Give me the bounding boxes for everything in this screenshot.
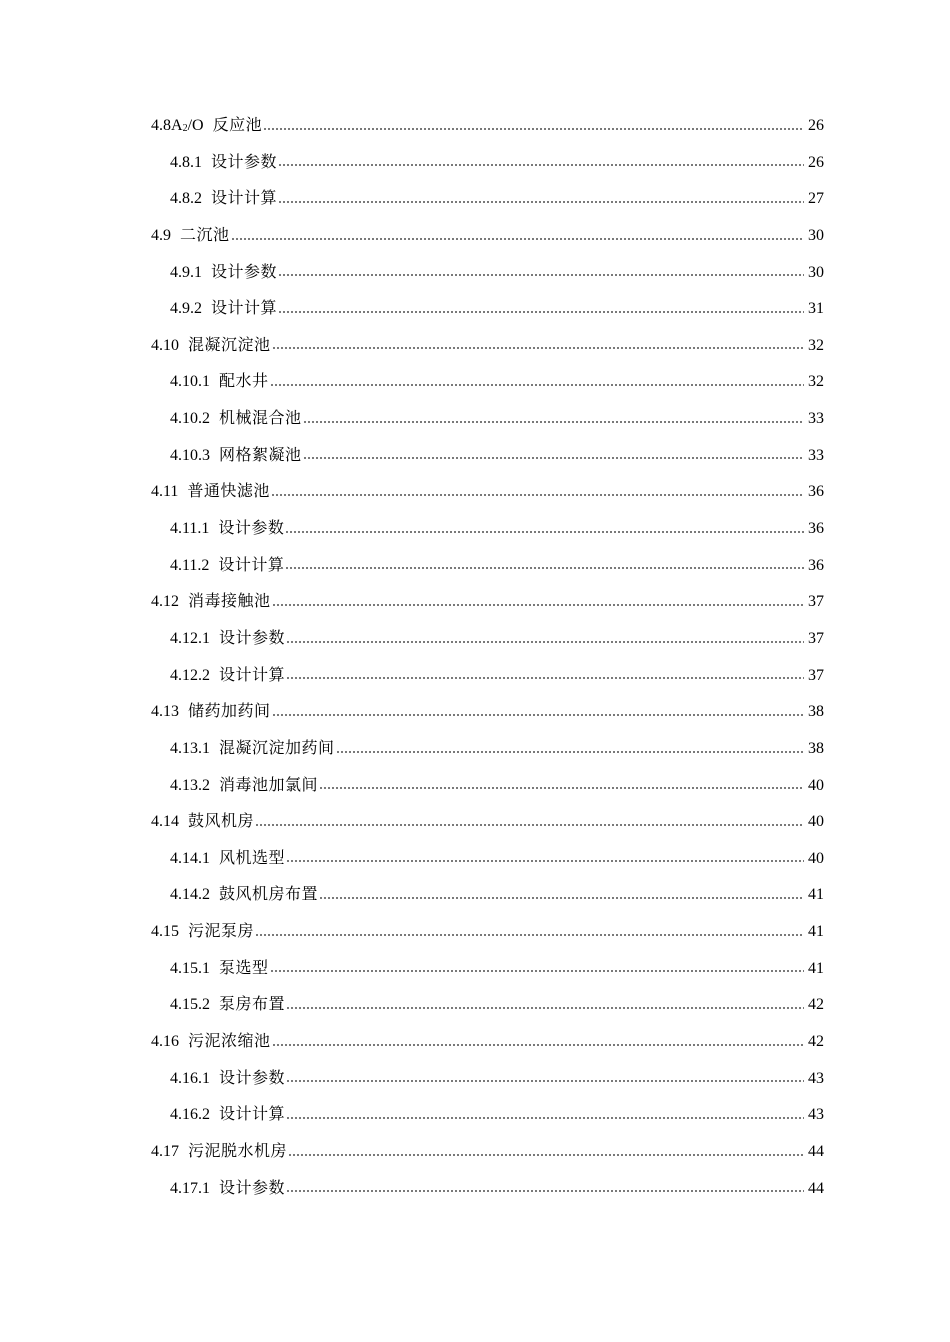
toc-entry[interactable] — [151, 621, 824, 658]
toc-entry[interactable] — [151, 914, 824, 951]
toc-leader-dots — [272, 1044, 804, 1046]
toc-entry-title: 混凝沉淀加药间 — [219, 739, 335, 757]
toc-entry-number-subscript: 2 — [182, 123, 188, 134]
toc-entry-page-number: 42 — [808, 1033, 824, 1051]
toc-entry-page-number: 26 — [808, 117, 824, 134]
toc-entry[interactable] — [151, 841, 824, 878]
toc-entry-title: 污泥浓缩池 — [188, 1033, 271, 1051]
toc-entry-number — [151, 1024, 179, 1061]
toc-entry-number — [151, 218, 171, 255]
toc-entry[interactable] — [151, 218, 824, 255]
toc-entry[interactable] — [151, 1134, 824, 1171]
toc-leader-dots — [286, 1190, 804, 1192]
toc-leader-dots — [270, 970, 804, 972]
toc-entry-number — [151, 584, 179, 621]
toc-leader-dots — [319, 897, 804, 899]
toc-entry-title: 设计计算 — [218, 556, 285, 574]
toc-entry-title: 鼓风机房 — [188, 813, 255, 831]
toc-entry-number — [170, 731, 210, 768]
toc-entry-number — [170, 877, 210, 914]
toc-entry-number — [170, 291, 202, 328]
toc-entry-title: 消毒接触池 — [188, 593, 271, 611]
toc-entry-number-text: 4.16 — [151, 1033, 179, 1051]
toc-leader-dots — [286, 860, 804, 862]
toc-entry-number — [170, 1097, 210, 1134]
toc-entry-number — [170, 987, 210, 1024]
toc-entry-number-text: 4.17.1 — [170, 1179, 210, 1197]
toc-entry-number — [170, 621, 210, 658]
toc-entry-title: 网格絮凝池 — [219, 446, 302, 464]
toc-entry-number-text: 4.14.2 — [170, 886, 210, 904]
toc-entry-title: 泵房布置 — [219, 996, 286, 1014]
toc-entry-page-number: 38 — [808, 703, 824, 721]
toc-entry-number-text: 4.11.2 — [170, 556, 210, 574]
toc-entry-number-text: 4.10.2 — [170, 410, 210, 428]
toc-entry-page-number: 44 — [808, 1179, 824, 1197]
toc-entry[interactable] — [151, 1171, 824, 1208]
toc-entry-title: 泵选型 — [219, 959, 269, 977]
toc-entry-number-text: 4.14 — [151, 813, 179, 831]
toc-entry-title: 反应池 — [212, 117, 263, 134]
toc-entry-number-text: 4.17 — [151, 1142, 179, 1160]
toc-entry[interactable] — [151, 768, 824, 805]
toc-entry-page-number: 30 — [808, 263, 824, 281]
toc-entry-page-number: 36 — [808, 556, 824, 574]
toc-entry[interactable] — [151, 804, 824, 841]
toc-entry-number-text: 4.13.2 — [170, 776, 210, 794]
toc-leader-dots — [319, 787, 804, 789]
toc-entry-page-number: 40 — [808, 813, 824, 831]
toc-entry-title: 鼓风机房布置 — [219, 886, 319, 904]
toc-entry-page-number: 37 — [808, 666, 824, 684]
toc-entry[interactable] — [151, 951, 824, 988]
toc-entry[interactable] — [151, 108, 824, 145]
toc-entry-number — [170, 951, 210, 988]
toc-entry[interactable] — [151, 731, 824, 768]
toc-entry-page-number: 37 — [808, 629, 824, 647]
toc-entry-page-number: 26 — [808, 153, 824, 171]
toc-entry-number — [170, 364, 210, 401]
toc-leader-dots — [286, 1007, 804, 1009]
toc-entry-page-number: 38 — [808, 739, 824, 757]
toc-entry-number-text: 4.11.1 — [170, 520, 210, 538]
toc-entry[interactable] — [151, 438, 824, 475]
toc-leader-dots — [278, 274, 804, 276]
toc-entry-title: 设计参数 — [211, 153, 278, 171]
toc-leader-dots — [271, 494, 804, 496]
toc-entry-title: 机械混合池 — [219, 410, 302, 428]
toc-entry-number-text: 4.9.1 — [170, 263, 202, 281]
toc-entry[interactable] — [151, 694, 824, 731]
toc-leader-dots — [255, 934, 804, 936]
toc-entry-number — [170, 1061, 210, 1098]
toc-entry-number-text: 4.12.1 — [170, 629, 210, 647]
toc-entry-number — [151, 474, 178, 511]
toc-entry-title: 二沉池 — [180, 226, 230, 244]
toc-entry-title: 混凝沉淀池 — [188, 336, 271, 354]
toc-entry-number — [151, 694, 179, 731]
toc-leader-dots — [263, 128, 804, 130]
toc-entry-title: 储药加药间 — [188, 703, 271, 721]
toc-leader-dots — [286, 641, 804, 643]
toc-entry-number — [151, 108, 204, 148]
toc-entry-title: 污泥脱水机房 — [188, 1142, 288, 1160]
toc-entry-number-text: 4.10 — [151, 336, 179, 354]
toc-entry-number-text: 4.15 — [151, 923, 179, 941]
toc-entry[interactable] — [151, 291, 824, 328]
toc-entry-number-text: 4.15.2 — [170, 996, 210, 1014]
toc-entry-number-text: 4.12 — [151, 593, 179, 611]
toc-entry-number — [151, 1134, 179, 1171]
toc-entry[interactable] — [151, 1024, 824, 1061]
toc-entry[interactable] — [151, 1097, 824, 1134]
toc-entry[interactable] — [151, 1061, 824, 1098]
toc-entry[interactable] — [151, 877, 824, 914]
toc-entry-page-number: 40 — [808, 776, 824, 794]
toc-entry-number — [170, 658, 210, 695]
toc-entry-number-text: 4.13.1 — [170, 739, 210, 757]
toc-entry-page-number: 41 — [808, 886, 824, 904]
toc-entry[interactable] — [151, 511, 824, 548]
toc-entry-number-text: 4.10.3 — [170, 446, 210, 464]
toc-entry-number-text: 4.8.2 — [170, 190, 202, 208]
toc-entry[interactable] — [151, 401, 824, 438]
toc-entry-page-number: 41 — [808, 923, 824, 941]
toc-entry-number — [151, 914, 179, 951]
toc-entry-number-text: 4.11 — [151, 483, 179, 501]
toc-leader-dots — [286, 1117, 804, 1119]
toc-entry-page-number: 43 — [808, 1069, 824, 1087]
toc-entry-number-text: 4.10.1 — [170, 373, 210, 391]
toc-leader-dots — [303, 457, 804, 459]
toc-entry-page-number: 32 — [808, 336, 824, 354]
toc-entry-number — [170, 768, 210, 805]
toc-entry[interactable] — [151, 145, 824, 182]
toc-entry-title: 设计参数 — [211, 263, 278, 281]
toc-entry[interactable] — [151, 328, 824, 365]
toc-leader-dots — [285, 567, 804, 569]
toc-entry-number-tail: /O — [187, 117, 204, 134]
toc-entry-title: 普通快滤池 — [187, 483, 270, 501]
toc-entry-number — [170, 511, 209, 548]
toc-entry-number-text: 4.12.2 — [170, 666, 210, 684]
toc-entry-title: 消毒池加氯间 — [219, 776, 319, 794]
toc-entry-title: 设计参数 — [218, 520, 285, 538]
toc-entry-page-number: 33 — [808, 446, 824, 464]
toc-entry-number — [151, 804, 179, 841]
toc-leader-dots — [286, 1080, 804, 1082]
toc-leader-dots — [286, 677, 804, 679]
toc-leader-dots — [255, 824, 804, 826]
toc-entry-page-number: 31 — [808, 300, 824, 318]
toc-entry-number-text: 4.13 — [151, 703, 179, 721]
toc-entry-number-text: 4.15.1 — [170, 959, 210, 977]
toc-entry-number — [170, 181, 202, 218]
toc-entry-page-number: 27 — [808, 190, 824, 208]
toc-entry-number-text: 4.16.1 — [170, 1069, 210, 1087]
toc-entry-page-number: 41 — [808, 959, 824, 977]
toc-entry-number — [151, 328, 179, 365]
toc-entry-number — [170, 1171, 210, 1208]
toc-entry-title: 设计参数 — [219, 1179, 286, 1197]
toc-leader-dots — [270, 384, 804, 386]
toc-entry-page-number: 33 — [808, 410, 824, 428]
toc-entry-page-number: 36 — [808, 520, 824, 538]
toc-entry-page-number: 32 — [808, 373, 824, 391]
toc-entry[interactable] — [151, 584, 824, 621]
toc-entry-page-number: 43 — [808, 1106, 824, 1124]
toc-leader-dots — [231, 238, 804, 240]
toc-entry-title: 风机选型 — [219, 849, 286, 867]
toc-entry-number-text: 4.9.2 — [170, 300, 202, 318]
toc-entry-title: 设计计算 — [211, 300, 278, 318]
toc-entry-page-number: 40 — [808, 849, 824, 867]
toc-entry-number-text: 4.14.1 — [170, 849, 210, 867]
toc-entry-page-number: 36 — [808, 483, 824, 501]
toc-entry[interactable] — [151, 364, 824, 401]
toc-entry[interactable] — [151, 474, 824, 511]
toc-leader-dots — [278, 164, 804, 166]
toc-entry[interactable] — [151, 181, 824, 218]
toc-entry-title: 设计计算 — [219, 666, 286, 684]
toc-entry-number — [170, 438, 210, 475]
toc-leader-dots — [303, 421, 804, 423]
toc-entry-number-text: 4.16.2 — [170, 1106, 210, 1124]
toc-entry-title: 设计计算 — [211, 190, 278, 208]
toc-entry-page-number: 44 — [808, 1142, 824, 1160]
toc-entry-page-number: 42 — [808, 996, 824, 1014]
toc-entry-page-number: 37 — [808, 593, 824, 611]
toc-leader-dots — [285, 531, 804, 533]
toc-entry-title: 配水井 — [219, 373, 269, 391]
toc-entry-number — [170, 401, 210, 438]
toc-leader-dots — [272, 714, 804, 716]
toc-leader-dots — [278, 201, 804, 203]
toc-entry-number — [170, 255, 202, 292]
toc-leader-dots — [336, 751, 804, 753]
toc-entry-title: 设计参数 — [219, 1069, 286, 1087]
toc-leader-dots — [272, 347, 804, 349]
toc-entry-title: 设计参数 — [219, 629, 286, 647]
toc-entry[interactable] — [151, 255, 824, 292]
toc-entry-number-text: 4.8A — [151, 117, 183, 134]
toc-entry-page-number: 30 — [808, 226, 824, 244]
toc-leader-dots — [288, 1154, 804, 1156]
toc-entry-title: 污泥泵房 — [188, 923, 255, 941]
toc-entry[interactable] — [151, 548, 824, 585]
toc-entry-number-text: 4.8.1 — [170, 153, 202, 171]
toc-entry-number — [170, 841, 210, 878]
toc-entry-title: 设计计算 — [219, 1106, 286, 1124]
toc-leader-dots — [272, 604, 804, 606]
toc-entry[interactable] — [151, 658, 824, 695]
toc-entry-number — [170, 548, 209, 585]
table-of-contents — [151, 108, 824, 1207]
toc-entry-number — [170, 145, 202, 182]
toc-leader-dots — [278, 311, 804, 313]
toc-entry[interactable] — [151, 987, 824, 1024]
toc-entry-number-text: 4.9 — [151, 226, 171, 244]
